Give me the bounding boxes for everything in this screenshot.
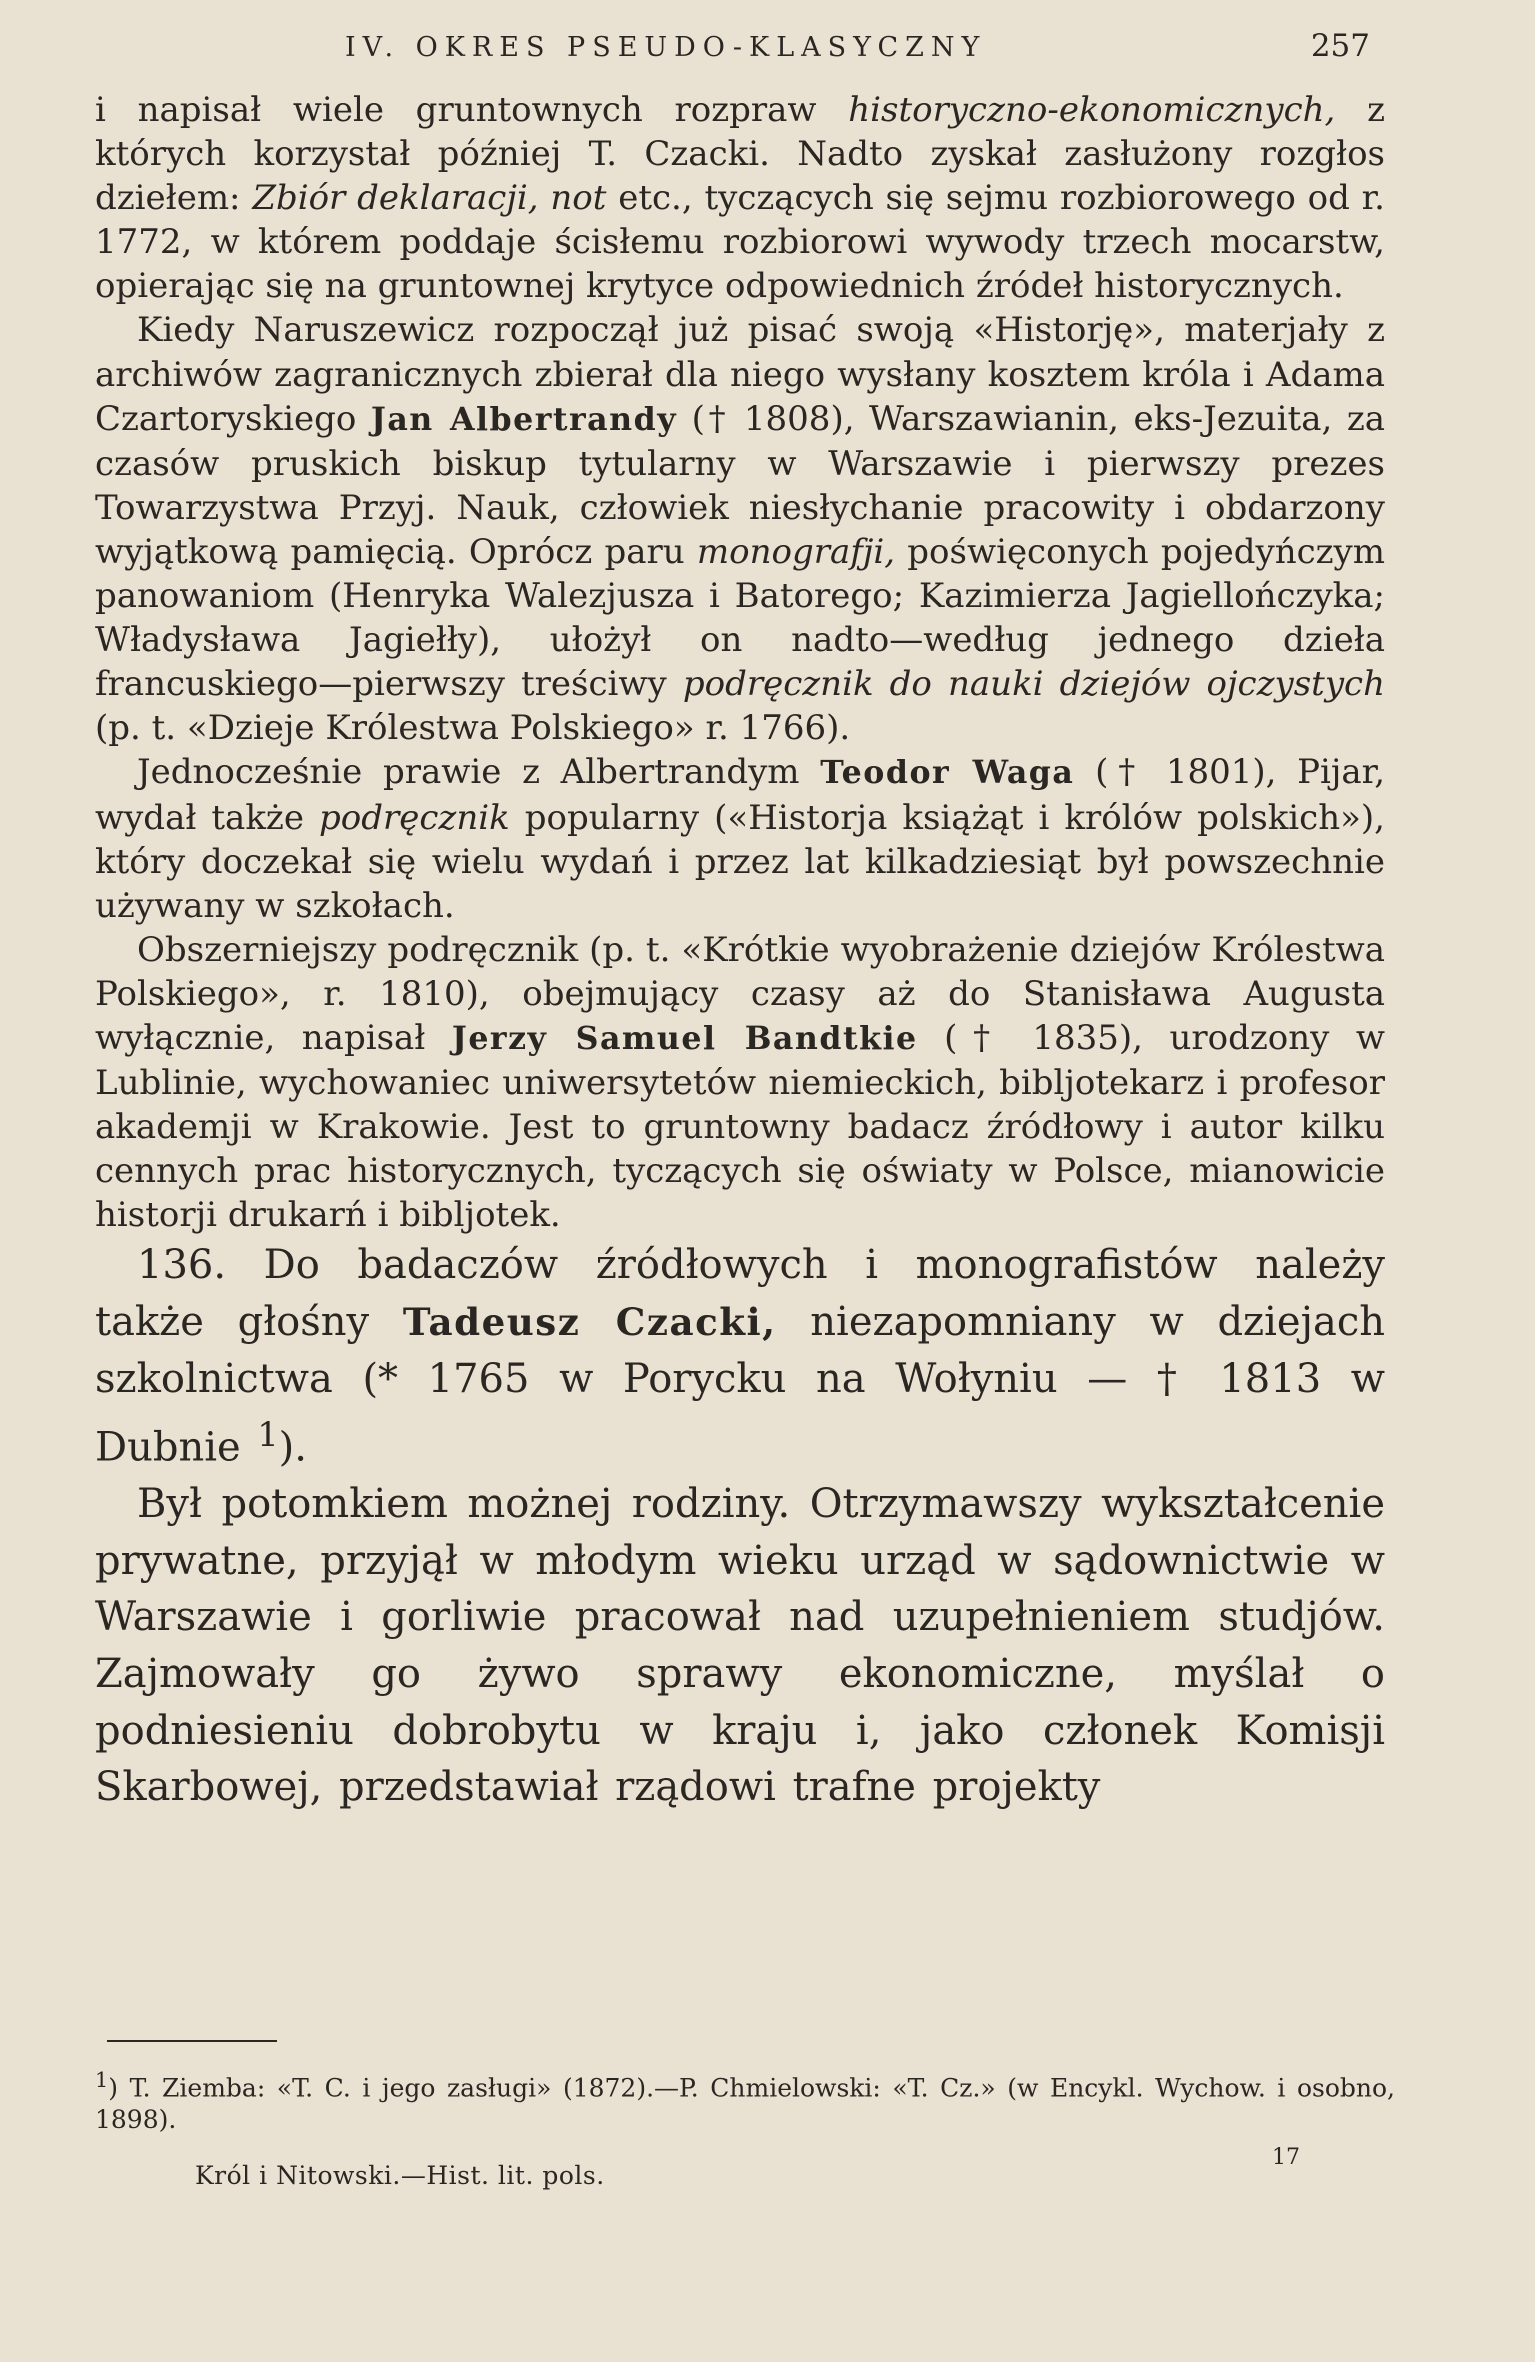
text-run: z których korzystał później T. Czacki. Nadto zyskał zasłużony rozgłos dziełem: — [95, 90, 1385, 219]
text-run: Kiedy Naruszewicz rozpoczął już pisać swoją «Historję», materjały z archiwów zagranicznych zbierał dla niego wysłany kosztem króla i Adama Czartoryskiego — [95, 310, 1385, 439]
sheet-number: 17 — [1272, 2145, 1300, 2170]
paragraph-3 — [95, 750, 1385, 927]
paragraph-2 — [95, 308, 1385, 750]
running-title: IV. OKRES PSEUDO-KLASYCZNY — [345, 32, 987, 63]
text-run: niezapomniany w dziejach szkolnictwa (* 1765 w Porycku na Wołyniu — † 1813 w Dubnie — [95, 1299, 1385, 1471]
footnote-reference: 1 — [257, 1415, 279, 1455]
person-name: Teodor Waga — [820, 754, 1075, 792]
paragraph-1 — [95, 88, 1385, 308]
person-name: Tadeusz Czacki, — [402, 1300, 777, 1345]
page-header — [95, 28, 1370, 64]
text-run: Był potomkiem możnej rodziny. Otrzymawszy wykształcenie prywatne, przyjął w młodym wieku urząd w sądownictwie w Warszawie i gorliwie pracował nad uzupełnieniem studjów. Zajmowały go żywo sprawy ekonomiczne, myślał o podniesieniu dobrobytu w kraju i, jako członek Komisji Skarbowej, przedstawiał rządowi trafne projekty — [95, 1481, 1385, 1811]
paragraph-6 — [95, 1476, 1385, 1816]
footnote-1 — [95, 2064, 1395, 2136]
section-number: 136. — [137, 1242, 227, 1289]
italic-title: podręcznik do nauki dziejów ojczystych — [682, 664, 1385, 705]
italic-title: Zbiór deklaracji, not — [252, 178, 607, 219]
footnotes — [95, 2040, 1395, 2136]
text-run: ). — [278, 1424, 307, 1471]
person-name: Jerzy Samuel Bandtkie — [451, 1019, 918, 1057]
footnote-marker: 1 — [95, 2068, 109, 2092]
main-text — [95, 88, 1385, 1816]
italic-title: historyczno-ekonomicznych, — [848, 90, 1336, 130]
text-run: (p. t. «Dzieje Królestwa Polskiego» r. 1766). — [95, 708, 851, 749]
italic-term: podręcznik — [318, 797, 510, 838]
text-run: Jednocześnie prawie z Albertrandym — [137, 752, 821, 793]
paragraph-4 — [95, 928, 1385, 1238]
italic-term: monografji, — [696, 531, 896, 572]
text-run: († 1808), Warszawianin, eks-Jezuita, za czasów pruskich biskup tytularny w Warszawie i pierwszy prezes Towarzystwa Przyj. Nauk, człowiek niesłychanie pracowity i obdarzony wyjątkową pamięcią. Oprócz paru — [95, 398, 1386, 572]
paragraph-5 — [95, 1237, 1385, 1476]
footnote-rule — [107, 2040, 277, 2042]
page-number: 257 — [1310, 28, 1370, 64]
text-run: etc., tyczących się sejmu rozbiorowego od r. 1772, w którem poddaje ścisłemu rozbiorowi wywody trzech mocarstw, opierając się na gruntownej krytyce odpowiednich źródeł historycznych. — [95, 178, 1385, 307]
text-run: († 1801), Pijar, wydał także — [95, 752, 1385, 838]
footnote-text: ) T. Ziemba: «T. C. i jego zasługi» (1872).—P. Chmielowski: «T. Cz.» (w Encykl. Wychow. i osobno, 1898). — [95, 2073, 1395, 2135]
text-run: popularny («Historja książąt i królów polskich»), który doczekał się wielu wydań i przez lat kilkadziesiąt był powszechnie używany w szkołach. — [95, 797, 1385, 926]
text-run: Obszerniejszy podręcznik (p. t. «Krótkie wyobrażenie dziejów Królestwa Polskiego», r. 1810), obejmujący czasy aż do Stanisława Augusta wyłącznie, napisał — [95, 929, 1385, 1058]
printer-signature: Król i Nitowski.—Hist. lit. pols. — [195, 2161, 605, 2190]
person-name: Jan Albertrandy — [370, 400, 678, 438]
text-run: († 1835), urodzony w Lublinie, wychowaniec uniwersytetów niemieckich, bibljotekarz i profesor akademji w Krakowie. Jest to gruntowny badacz źródłowy i autor kilku cennych prac historycznych, tyczących się oświaty w Polsce, mianowicie historji drukarń i bibljotek. — [95, 1017, 1385, 1236]
text-run: Do badaczów źródłowych i monografistów należy także głośny — [95, 1242, 1385, 1346]
text-run: i napisał wiele gruntownych rozpraw — [95, 90, 849, 130]
text-run: poświęconych pojedyńczym panowaniom (Henryka Walezjusza i Batorego; Kazimierza Jagiellończyka; Władysława Jagiełły), ułożył on nadto—według jednego dzieła francuskiego—pierwszy treściwy — [95, 531, 1386, 705]
